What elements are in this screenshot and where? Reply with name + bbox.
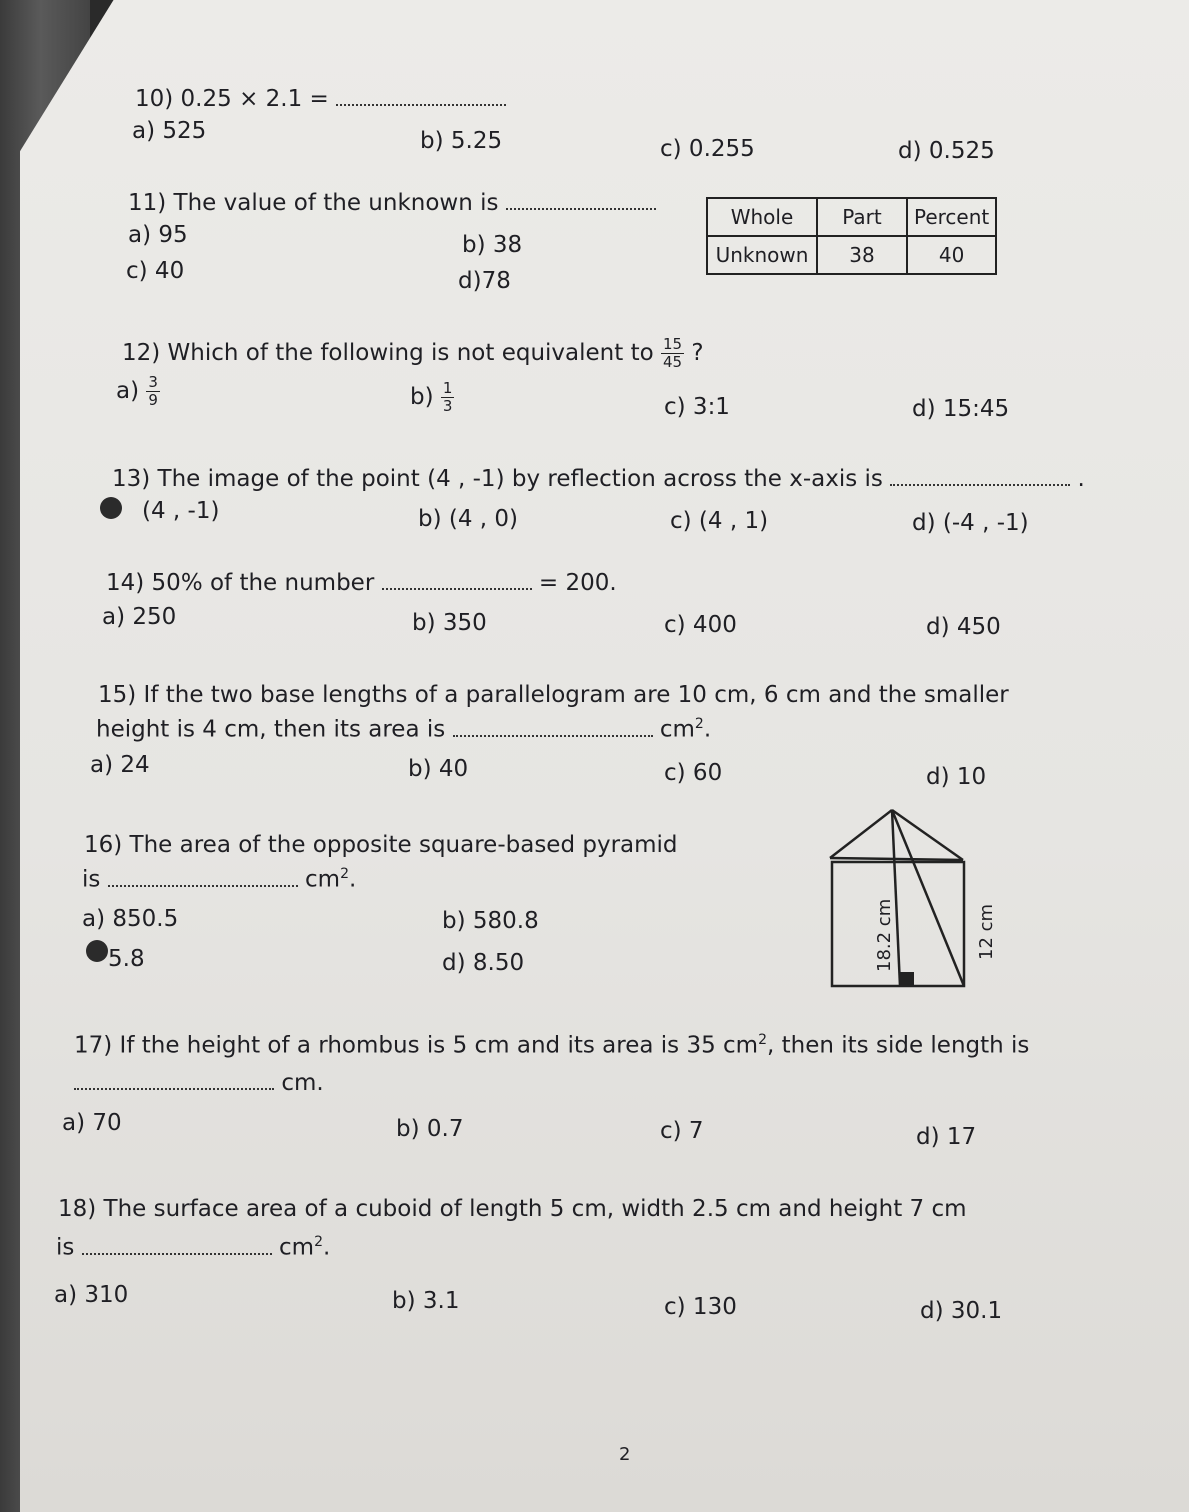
- question-13: 13) The image of the point (4 , -1) by reflection across the x-axis is .: [112, 466, 1085, 492]
- option-14d[interactable]: d) 450: [926, 614, 1001, 640]
- option-13a[interactable]: (4 , -1): [142, 498, 220, 524]
- answer-blank[interactable]: [890, 466, 1070, 486]
- option-18b[interactable]: b) 3.1: [392, 1288, 460, 1314]
- question-16-line-1: 16) The area of the opposite square-based pyramid: [84, 832, 678, 858]
- answer-blank[interactable]: [82, 1235, 272, 1255]
- question-10: [135, 86, 506, 112]
- question-11: [128, 190, 656, 216]
- option-11b[interactable]: b) 38: [462, 232, 523, 258]
- question-15-line-2: height is 4 cm, then its area is $cm^2$.: [96, 716, 712, 743]
- option-15c[interactable]: c) 60: [664, 760, 723, 786]
- option-14b[interactable]: b) 350: [412, 610, 487, 636]
- table-cell-percent: 40: [907, 236, 996, 274]
- option-16d[interactable]: d) 8.50: [442, 950, 525, 976]
- question-18-line-1: 18) The surface area of a cuboid of length 5 cm, width 2.5 cm and height 7 cm: [58, 1196, 967, 1222]
- option-11c[interactable]: c) 40: [126, 258, 185, 284]
- option-14a[interactable]: a) 250: [102, 604, 177, 630]
- option-10b[interactable]: b) 5.25: [420, 128, 503, 154]
- option-10d[interactable]: d) 0.525: [898, 138, 995, 164]
- option-13d[interactable]: d) (-4 , -1): [912, 510, 1029, 536]
- option-15b[interactable]: b) 40: [408, 756, 469, 782]
- question-17-line-2: cm.: [74, 1070, 324, 1096]
- option-18c[interactable]: c) 130: [664, 1294, 737, 1320]
- option-11d[interactable]: d)78: [458, 268, 511, 294]
- answer-blank[interactable]: [108, 867, 298, 887]
- question-11-text: 11) The value of the unknown is: [128, 190, 499, 216]
- option-10c[interactable]: c) 0.255: [660, 136, 755, 162]
- fraction-15-45: $\frac{15}{45}$: [662, 335, 683, 371]
- option-17b[interactable]: b) 0.7: [396, 1116, 464, 1142]
- option-15a[interactable]: a) 24: [90, 752, 150, 778]
- ink-mark: [100, 497, 122, 519]
- table-cell-whole: Unknown: [707, 236, 817, 274]
- option-10a[interactable]: a) 525: [132, 118, 207, 144]
- question-15-line-1: 15) If the two base lengths of a parallelogram are 10 cm, 6 cm and the smaller: [98, 682, 1009, 708]
- option-14c[interactable]: c) 400: [664, 612, 737, 638]
- table-header-part: Part: [817, 198, 907, 236]
- option-12a[interactable]: a) $\frac{3}{9}$: [116, 373, 158, 409]
- option-11a[interactable]: a) 95: [128, 222, 188, 248]
- table-header-percent: Percent: [907, 198, 996, 236]
- page-number: 2: [619, 1444, 631, 1465]
- whole-part-percent-table: [706, 197, 997, 275]
- option-17a[interactable]: a) 70: [62, 1110, 122, 1136]
- table-cell-part: 38: [817, 236, 907, 274]
- option-13c[interactable]: c) (4 , 1): [670, 508, 769, 534]
- option-12c[interactable]: c) 3:1: [664, 394, 730, 420]
- option-16a[interactable]: a) 850.5: [82, 906, 179, 932]
- option-17d[interactable]: d) 17: [916, 1124, 977, 1150]
- option-18a[interactable]: a) 310: [54, 1282, 129, 1308]
- option-12b[interactable]: b) $\frac{1}{3}$: [410, 379, 453, 415]
- right-angle-marker: [900, 972, 914, 986]
- question-12-text: 12) Which of the following is not equivalent to: [122, 340, 654, 366]
- question-16-line-2: is $cm^2$.: [82, 866, 357, 893]
- question-14-text: 14) 50% of the number: [106, 570, 375, 596]
- question-18-line-2: is $cm^2$.: [56, 1234, 331, 1261]
- option-12d[interactable]: d) 15:45: [912, 396, 1010, 422]
- question-12: 12) Which of the following is not equivalent to $\frac{15}{45}$ ?: [122, 335, 704, 371]
- ink-mark: [86, 940, 108, 962]
- question-10-text: 10) 0.25 × 2.1 =: [135, 86, 329, 112]
- question-14: 14) 50% of the number = 200.: [106, 570, 617, 596]
- option-16b[interactable]: b) 580.8: [442, 908, 539, 934]
- pyramid-figure: [820, 800, 997, 1000]
- answer-blank[interactable]: [336, 86, 506, 106]
- worksheet-page: [20, 0, 1189, 1512]
- pyramid-edge: [830, 858, 963, 860]
- slant-height-label: 18.2 cm: [874, 898, 895, 972]
- table-header-whole: Whole: [707, 198, 817, 236]
- option-16c[interactable]: 5.8: [108, 946, 145, 972]
- answer-blank[interactable]: [74, 1070, 274, 1090]
- pyramid-edge: [830, 810, 892, 858]
- answer-blank[interactable]: [453, 717, 653, 737]
- option-17c[interactable]: c) 7: [660, 1118, 704, 1144]
- answer-blank[interactable]: [382, 570, 532, 590]
- answer-blank[interactable]: [506, 190, 656, 210]
- side-length-label: 12 cm: [976, 903, 997, 960]
- option-15d[interactable]: d) 10: [926, 764, 987, 790]
- question-17-line-1: 17) If the height of a rhombus is 5 cm and its area is 35 $cm^2$, then its side length is: [74, 1032, 1030, 1059]
- question-13-text: 13) The image of the point (4 , -1) by reflection across the x-axis is: [112, 466, 883, 492]
- option-13b[interactable]: b) (4 , 0): [418, 506, 519, 532]
- option-18d[interactable]: d) 30.1: [920, 1298, 1003, 1324]
